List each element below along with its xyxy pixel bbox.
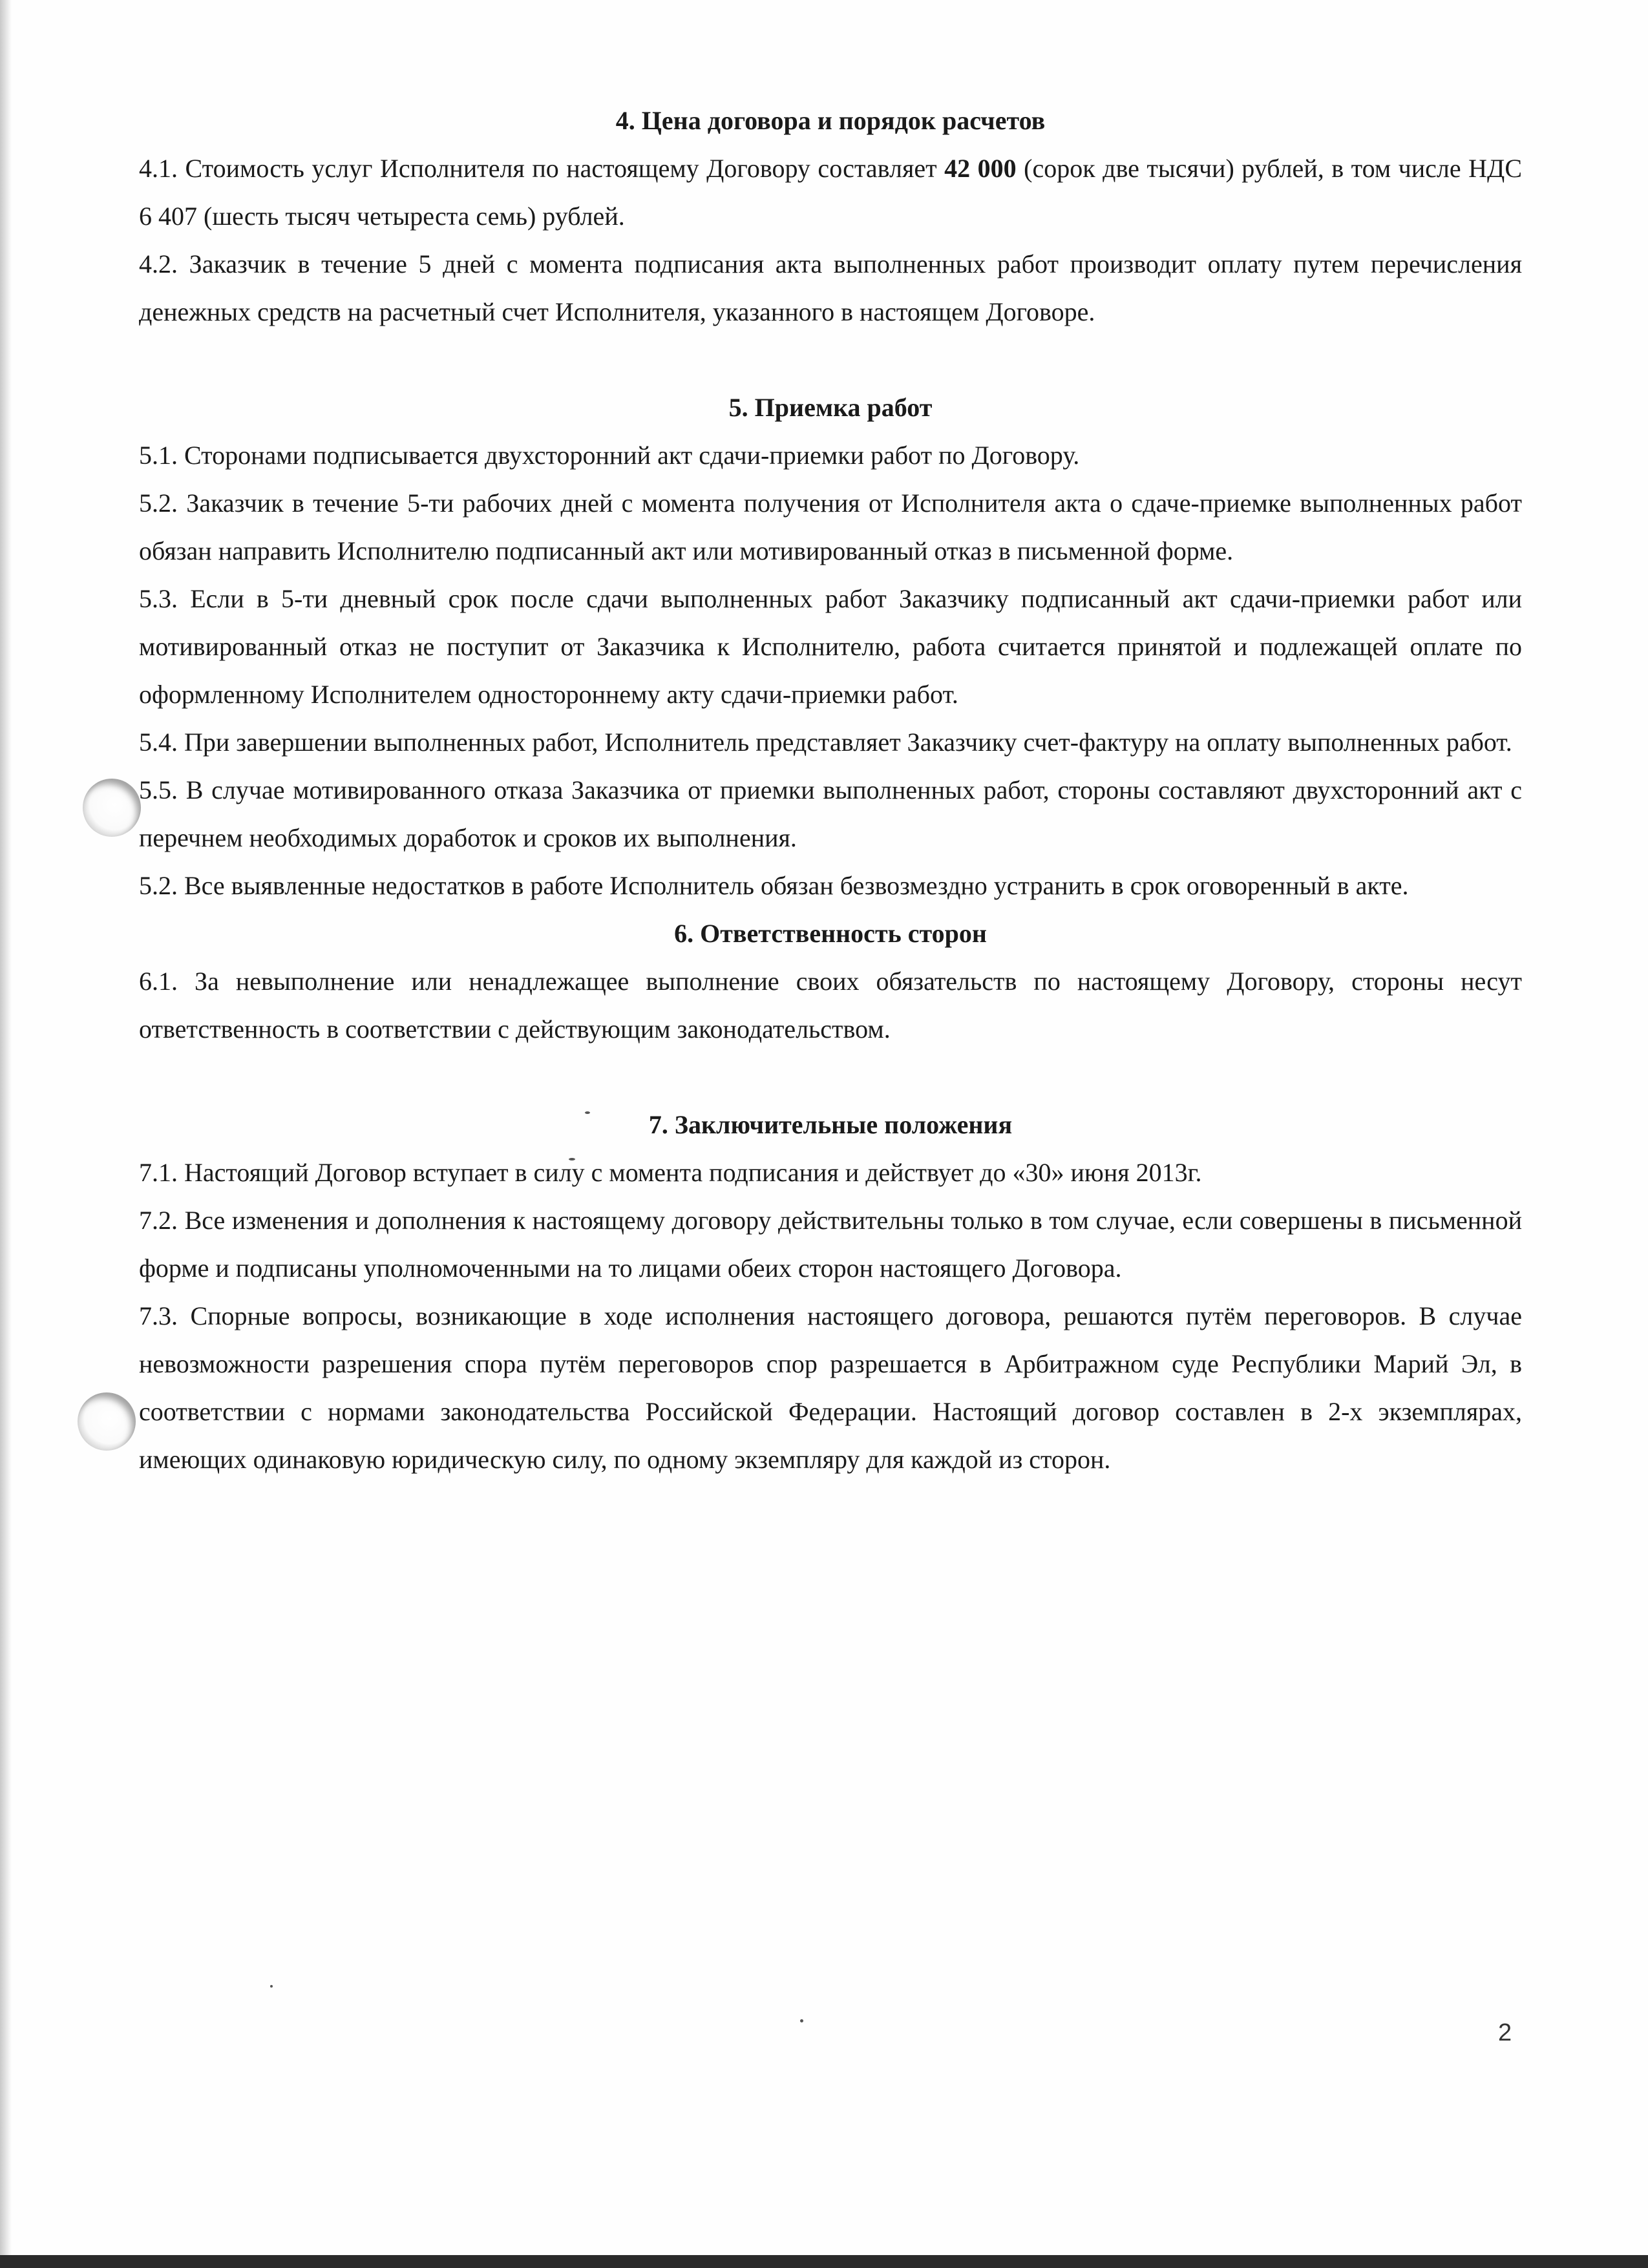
section-acceptance [139, 384, 1522, 910]
paragraph-5-4: 5.4. При завершении выполненных работ, Исполнитель представляет Заказчику счет-фактуру на оплату выполненных работ. [139, 728, 1512, 757]
paragraph-7-3: 7.3. Спорные вопросы, возникающие в ходе исполнения настоящего договора, решаются путём переговоров. В случае невозможности разрешения спора путём переговоров спор разрешается в Арбитражном суде Республики Марий Эл, в соответствии с нормами законодательства Российской Федерации. Настоящий договор составлен в 2-х экземплярах, имеющих одинаковую юридическую силу, по одному экземпляру для каждой из сторон. [139, 1301, 1522, 1474]
scan-speck [270, 1985, 273, 1988]
punch-hole [83, 779, 141, 837]
page-number: 2 [1498, 2019, 1512, 2046]
section-gap [139, 336, 1522, 384]
paragraph-4-2: 4.2. Заказчик в течение 5 дней с момента подписания акта выполненных работ производит оплату путем перечисления денежных средств на расчетный счет Исполнителя, указанного в настоящем Договоре. [139, 249, 1522, 326]
contract-amount: 42 000 [944, 154, 1017, 183]
section-price [139, 97, 1522, 336]
paragraph-6-1: 6.1. За невыполнение или ненадлежащее выполнение своих обязательств по настоящему Договору, стороны несут ответственность в соответствии с действующим законодательством. [139, 967, 1522, 1044]
paragraph-5-3: 5.3. Если в 5-ти дневный срок после сдачи выполненных работ Заказчику подписанный акт сдачи-приемки работ или мотивированный отказ не поступит от Заказчика к Исполнителю, работа считается принятой и подлежащей оплате по оформленному Исполнителем одностороннему акту сдачи-приемки работ. [139, 584, 1522, 709]
paragraph-text: (сорок две тысячи) рублей, в том числе НДС 6 407 (шесть тысяч четыреста семь) рублей. [139, 154, 1522, 231]
scan-bottom-edge [0, 2255, 1648, 2268]
paragraph-text: 4.1. Стоимость услуг Исполнителя по настоящему Договору составляет [139, 154, 945, 183]
paragraph-5-5: 5.5. В случае мотивированного отказа Заказчика от приемки выполненных работ, стороны составляют двухсторонний акт с перечнем необходимых доработок и сроков их выполнения. [139, 775, 1522, 852]
section-title: 5. Приемка работ [728, 393, 933, 422]
paragraph-7-1: 7.1. Настоящий Договор вступает в силу с момента подписания и действует до «30» июня 2013г. [139, 1158, 1202, 1187]
section-liability [139, 910, 1522, 1053]
section-final-provisions [139, 1101, 1522, 1484]
paragraph-7-2: 7.2. Все изменения и дополнения к настоящему договору действительны только в том случае, если совершены в письменной форме и подписаны уполномоченными на то лицами обеих сторон настоящего Договора. [139, 1206, 1522, 1283]
punch-hole [78, 1392, 136, 1451]
section-title: 6. Ответственность сторон [674, 919, 987, 948]
section-title: 4. Цена договора и порядок расчетов [615, 106, 1046, 135]
section-title: 7. Заключительные положения [648, 1110, 1013, 1139]
document-body [139, 97, 1522, 1484]
paragraph-4-1 [139, 145, 1522, 240]
section-gap [139, 1053, 1522, 1101]
paragraph-5-2b: 5.2. Все выявленные недостатков в работе Исполнитель обязан безвозмездно устранить в срок оговоренный в акте. [139, 871, 1409, 900]
paragraph-5-2: 5.2. Заказчик в течение 5-ти рабочих дней с момента получения от Исполнителя акта о сдаче-приемке выполненных работ обязан направить Исполнителю подписанный акт или мотивированный отказ в письменной форме. [139, 488, 1522, 565]
scan-left-edge [0, 0, 12, 2268]
paragraph-5-1: 5.1. Сторонами подписывается двухсторонний акт сдачи-приемки работ по Договору. [139, 441, 1080, 470]
scan-speck [800, 2019, 803, 2022]
